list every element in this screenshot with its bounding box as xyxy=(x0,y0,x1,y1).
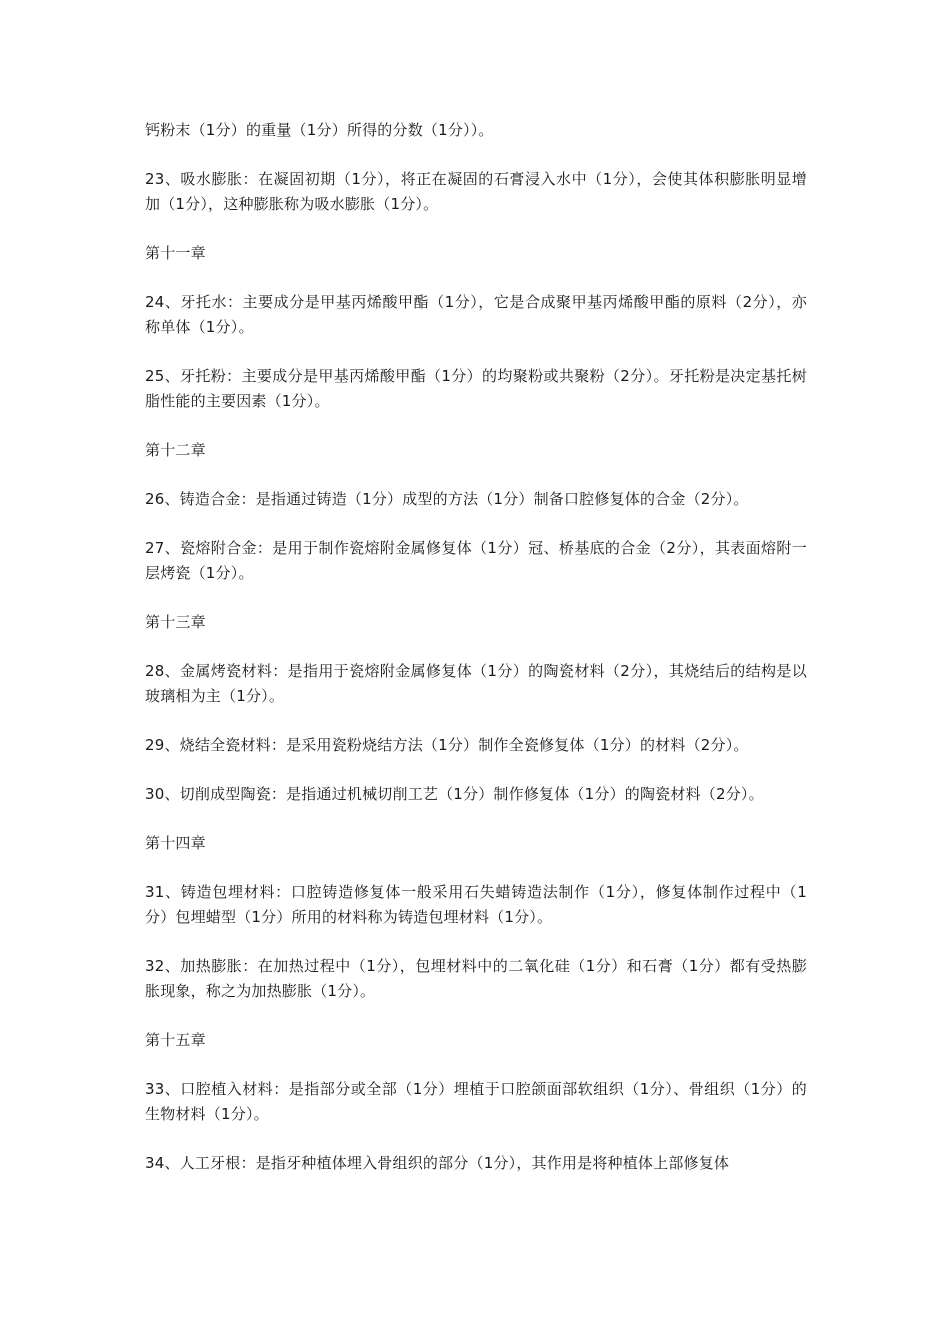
paragraph-32: 32、加热膨胀：在加热过程中（1分），包埋材料中的二氧化硅（1分）和石膏（1分）都有受热膨胀现象，称之为加热膨胀（1分）。 xyxy=(145,957,807,1000)
paragraph-23: 23、吸水膨胀：在凝固初期（1分），将正在凝固的石膏浸入水中（1分），会使其体积膨胀明显增加（1分），这种膨胀称为吸水膨胀（1分）。 xyxy=(145,170,807,213)
paragraph-26: 26、铸造合金：是指通过铸造（1分）成型的方法（1分）制备口腔修复体的合金（2分）。 xyxy=(145,490,749,508)
chapter-heading-14: 第十四章 xyxy=(145,834,206,852)
paragraph-22-tail: 钙粉末（1分）的重量（1分）所得的分数（1分））。 xyxy=(145,121,494,139)
paragraph-24: 24、牙托水：主要成分是甲基丙烯酸甲酯（1分），它是合成聚甲基丙烯酸甲酯的原料（2分），亦称单体（1分）。 xyxy=(145,293,807,336)
document-page xyxy=(145,118,807,1200)
paragraph-34: 34、人工牙根：是指牙种植体埋入骨组织的部分（1分），其作用是将种植体上部修复体 xyxy=(145,1154,730,1172)
paragraph-30: 30、切削成型陶瓷：是指通过机械切削工艺（1分）制作修复体（1分）的陶瓷材料（2分）。 xyxy=(145,785,764,803)
paragraph-33: 33、口腔植入材料：是指部分或全部（1分）埋植于口腔颌面部软组织（1分）、骨组织（1分）的生物材料（1分）。 xyxy=(145,1080,807,1123)
chapter-heading-11: 第十一章 xyxy=(145,244,206,262)
chapter-heading-13: 第十三章 xyxy=(145,613,206,631)
chapter-heading-12: 第十二章 xyxy=(145,441,206,459)
paragraph-31: 31、铸造包埋材料：口腔铸造修复体一般采用石失蜡铸造法制作（1分），修复体制作过程中（1分）包埋蜡型（1分）所用的材料称为铸造包埋材料（1分）。 xyxy=(145,883,807,926)
paragraph-29: 29、烧结全瓷材料：是采用瓷粉烧结方法（1分）制作全瓷修复体（1分）的材料（2分）。 xyxy=(145,736,749,754)
paragraph-25: 25、牙托粉：主要成分是甲基丙烯酸甲酯（1分）的均聚粉或共聚粉（2分）。牙托粉是决定基托树脂性能的主要因素（1分）。 xyxy=(145,367,807,410)
paragraph-28: 28、金属烤瓷材料：是指用于瓷熔附金属修复体（1分）的陶瓷材料（2分），其烧结后的结构是以玻璃相为主（1分）。 xyxy=(145,662,807,705)
paragraph-27: 27、瓷熔附合金：是用于制作瓷熔附金属修复体（1分）冠、桥基底的合金（2分），其表面熔附一层烤瓷（1分）。 xyxy=(145,539,807,582)
chapter-heading-15: 第十五章 xyxy=(145,1031,206,1049)
